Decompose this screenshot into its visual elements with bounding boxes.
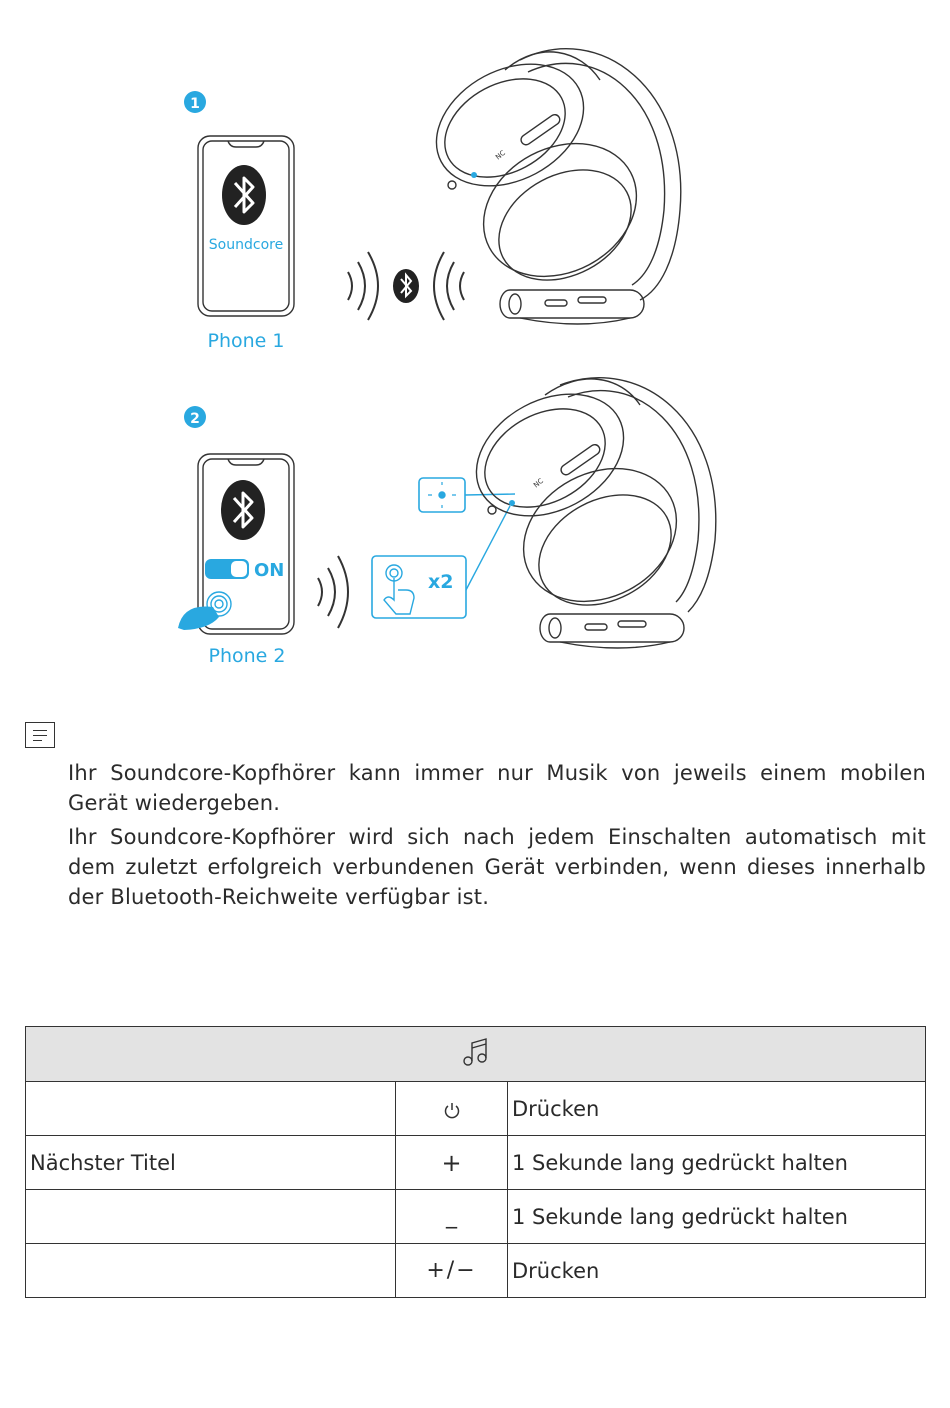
pairing-illustration	[0, 0, 950, 690]
plus-minus-icon: +/−	[396, 1244, 508, 1298]
action-cell: 1 Sekunde lang gedrückt halten	[508, 1136, 926, 1190]
table-row	[26, 1082, 926, 1136]
nc-label: NC	[494, 148, 508, 162]
table-header-row	[26, 1027, 926, 1082]
phone-2-caption: Phone 2	[208, 645, 286, 667]
note-paragraph-2: Ihr Soundcore-Kopfhörer wird sich nach jedem Einschalten automatisch mit dem zuletzt erfolgreich verbundenen Gerät verbinden, wenn dieses innerhalb der Bluetooth-Reichweite verfügbar ist.	[68, 825, 926, 909]
press-twice-callout	[372, 556, 466, 618]
note-paragraph-1: Ihr Soundcore-Kopfhörer kann immer nur Musik von jeweils einem mobilen Gerät wiedergeben.	[68, 761, 926, 815]
phone-1	[198, 136, 294, 316]
step-1-number: 1	[190, 96, 200, 112]
step-2-number: 2	[190, 411, 200, 427]
step-1-badge	[184, 91, 206, 113]
table-row	[26, 1190, 926, 1244]
signal-waves-icon	[318, 556, 348, 628]
function-cell	[26, 1244, 396, 1298]
action-cell: 1 Sekunde lang gedrückt halten	[508, 1190, 926, 1244]
phone-1-caption: Phone 1	[207, 330, 285, 352]
headphones-illustration	[455, 370, 715, 648]
music-note-icon	[459, 1035, 493, 1069]
function-cell	[26, 1082, 396, 1136]
bluetooth-icon	[222, 165, 266, 225]
minus-icon: _	[396, 1190, 508, 1244]
headphones-illustration	[415, 40, 680, 324]
table-header-cell	[26, 1027, 926, 1082]
phone-2	[178, 454, 294, 634]
action-cell: Drücken	[508, 1082, 926, 1136]
phone-1-app-label: Soundcore	[208, 237, 284, 253]
power-icon	[442, 1100, 462, 1120]
tap-icon	[178, 592, 231, 630]
button-cell	[396, 1082, 508, 1136]
controls-table	[25, 1026, 926, 1298]
function-cell: Nächster Titel	[26, 1136, 396, 1190]
toggle-on-label: ON	[254, 560, 285, 581]
table-row	[26, 1244, 926, 1298]
plus-icon: +	[396, 1136, 508, 1190]
function-cell	[26, 1190, 396, 1244]
bluetooth-icon	[221, 480, 265, 540]
bluetooth-icon	[393, 269, 419, 303]
toggle-switch	[205, 559, 249, 579]
table-row	[26, 1136, 926, 1190]
step-2-badge	[184, 406, 206, 428]
note-icon	[25, 722, 55, 748]
press-count-label: x2	[428, 571, 454, 593]
action-cell: Drücken	[508, 1244, 926, 1298]
nc-label: NC	[532, 476, 546, 490]
finger-tap-icon	[384, 565, 414, 614]
